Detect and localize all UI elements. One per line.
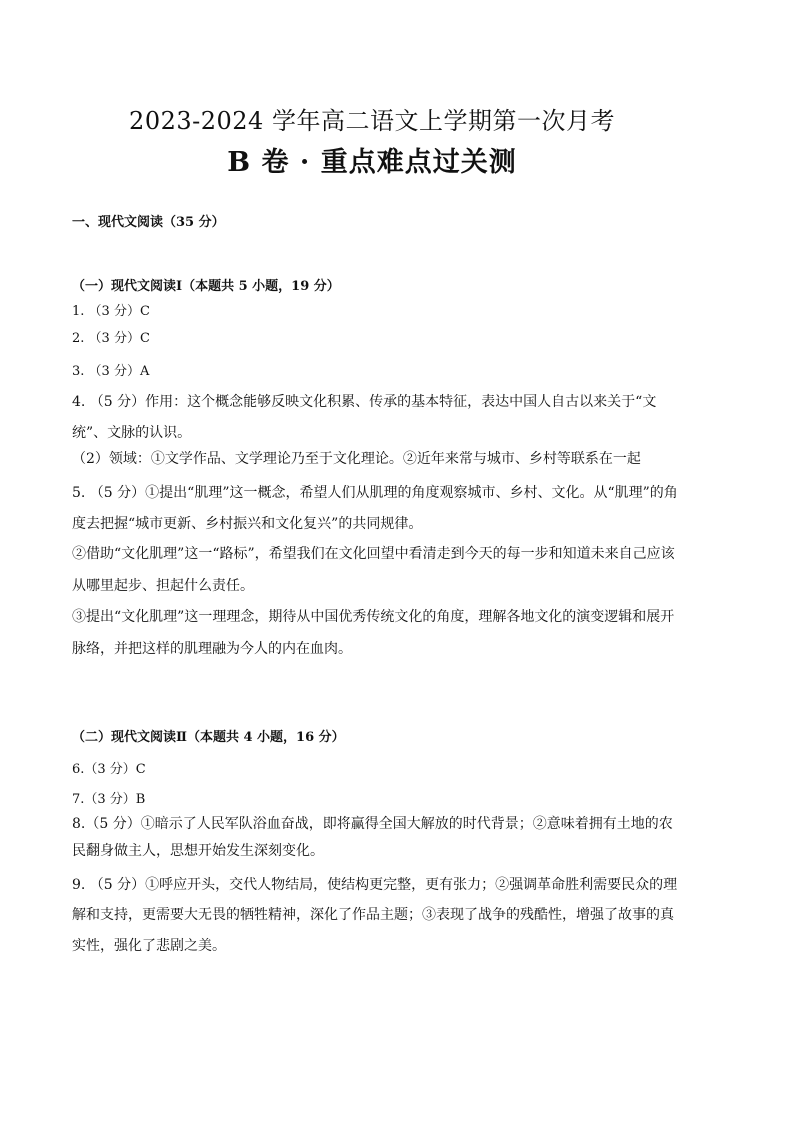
answer-line: 度去把握“城市更新、乡村振兴和文化复兴”的共同规律。 [72,516,423,532]
answer-line: 从哪里起步、担起什么责任。 [72,578,254,594]
answer-line: 4. （5 分）作用：这个概念能够反映文化积累、传承的基本特征，表达中国人自古以来关于“文 [72,394,657,410]
answer-line: 1. （3 分）C [72,304,150,319]
answer-line: 实性，强化了悲剧之美。 [72,938,226,954]
answer-line: 7.（3 分）B [72,792,146,807]
answer-line: 8.（5 分）①暗示了人民军队浴血奋战，即将赢得全国大解放的时代背景；②意味着拥有土地的农 [72,816,673,832]
answer-line: 解和支持，更需要大无畏的牺牲精神，深化了作品主题；③表现了战争的残酷性，增强了故事的真 [72,907,674,923]
answer-line: 民翻身做主人，思想开始发生深刻变化。 [72,843,324,859]
answer-line: 脉络，并把这样的肌理融为今人的内在血肉。 [72,641,352,657]
document-title: 2023-2024 学年高二语文上学期第一次月考 [129,107,615,135]
document-subtitle: B 卷 · 重点难点过关测 [227,147,517,178]
part-heading-reading-2: （二）现代文阅读Ⅱ（本题共 4 小题，16 分） [72,730,345,745]
answer-line: （2）领域：①文学作品、文学理论乃至于文化理论。②近年来常与城市、乡村等联系在一起 [72,451,641,467]
answer-line: 5. （5 分）①提出“肌理”这一概念，希望人们从肌理的角度观察城市、乡村、文化。从“肌理”的角 [72,485,678,501]
answer-line: 6.（3 分）C [72,762,146,777]
answer-line: 9. （5 分）①呼应开头，交代人物结局，使结构更完整，更有张力；②强调革命胜利需要民众的理 [72,877,678,893]
part-heading-reading-1: （一）现代文阅读Ⅰ（本题共 5 小题，19 分） [72,279,340,294]
answer-line: 统”、文脉的认识。 [72,425,192,441]
answer-line: 3. （3 分）A [72,364,150,379]
section-heading-reading: 一、现代文阅读（35 分） [72,215,225,230]
answer-line: ②借助“文化肌理”这一“路标”，希望我们在文化回望中看清走到今天的每一步和知道未来自己应该 [72,546,675,562]
answer-line: 2. （3 分）C [72,331,150,346]
answer-line: ③提出“文化肌理”这一理理念，期待从中国优秀传统文化的角度，理解各地文化的演变逻辑和展开 [72,609,675,625]
